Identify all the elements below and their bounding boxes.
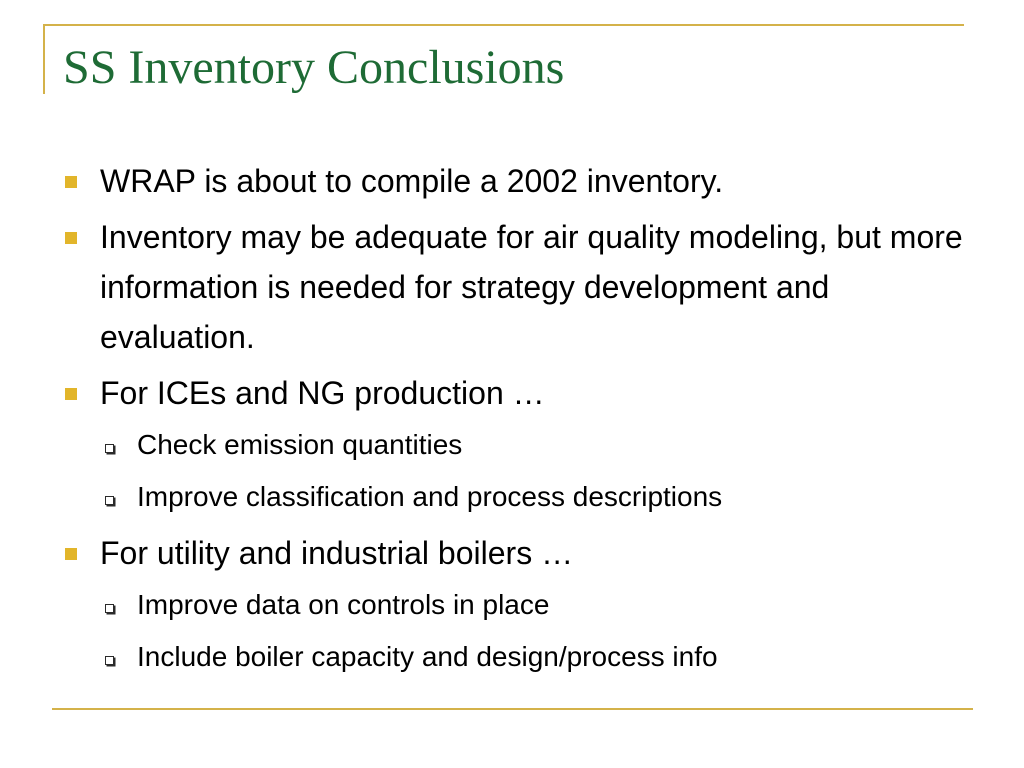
bullet-text: Inventory may be adequate for air quality modeling, but more information is needed for strategy development and evaluation. [100, 219, 963, 355]
bullet-item [62, 528, 972, 578]
square-bullet-icon [65, 548, 77, 560]
sub-bullet-text: Check emission quantities [137, 429, 463, 460]
top-divider [43, 24, 964, 26]
bullet-list [62, 156, 972, 688]
bottom-divider [52, 708, 973, 710]
bullet-item [62, 212, 972, 362]
square-bullet-icon [65, 176, 77, 188]
sub-bullet-text: Include boiler capacity and design/process info [137, 641, 718, 672]
sub-bullet-item [62, 636, 972, 678]
slide-title: SS Inventory Conclusions [63, 41, 565, 94]
sub-bullet-item [62, 476, 972, 518]
sub-bullet-text: Improve data on controls in place [137, 589, 550, 620]
bullet-item [62, 368, 972, 418]
hollow-square-bullet-icon [105, 604, 114, 613]
square-bullet-icon [65, 232, 77, 244]
bullet-text: For ICEs and NG production … [100, 375, 545, 411]
square-bullet-icon [65, 388, 77, 400]
hollow-square-bullet-icon [105, 444, 114, 453]
sub-bullet-list [62, 584, 972, 678]
sub-bullet-list [62, 424, 972, 518]
left-divider [43, 24, 45, 94]
hollow-square-bullet-icon [105, 496, 114, 505]
hollow-square-bullet-icon [105, 656, 114, 665]
sub-list-wrapper [62, 424, 972, 518]
sub-list-wrapper [62, 584, 972, 678]
bullet-text: WRAP is about to compile a 2002 inventory. [100, 163, 724, 199]
sub-bullet-text: Improve classification and process descriptions [137, 481, 723, 512]
sub-bullet-item [62, 424, 972, 466]
bullet-item [62, 156, 972, 206]
bullet-text: For utility and industrial boilers … [100, 535, 574, 571]
sub-bullet-item [62, 584, 972, 626]
